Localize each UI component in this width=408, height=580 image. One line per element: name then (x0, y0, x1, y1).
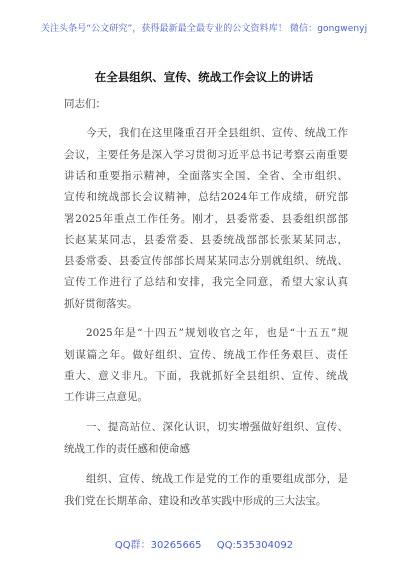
qq-number-text: QQ:535304092 (216, 540, 294, 551)
paragraph-line: 我们党在长期革命、建设和改革实践中形成的三大法宝。 (64, 495, 327, 507)
paragraph-line: 宣传工作进行了总结和安排，我完全同意，希望大家认真 (64, 276, 348, 288)
paragraph-line: 县委常委、县委宣传部部长周某某同志分别就组织、统战、 (64, 255, 348, 267)
paragraph-line: 工作讲三点意见。 (64, 391, 148, 403)
footer-contact (0, 536, 408, 551)
section-heading-line: 统战工作的责任感和使命感 (64, 443, 190, 455)
qq-group-text: QQ群：30265665 (114, 540, 202, 551)
salutation: 同志们： (64, 98, 106, 110)
section-heading-line: 一、提高站位、深化认识，切实增强做好组织、宣传、 (86, 421, 348, 433)
paragraph-line: 抓好贯彻落实。 (64, 298, 138, 310)
paragraph-line: 宣传和统战部长会议精神，总结2024年工作成绩，研究部 (64, 191, 348, 203)
paragraph-line: 重大、意义非凡。下面，我就抓好全县组织、宣传、统战 (64, 370, 348, 382)
paragraph-line: 2025年是“十四五”规划收官之年，也是“十五五”规 (86, 327, 348, 339)
paragraph-line: 署2025年重点工作任务。刚才，县委常委、县委组织部部 (64, 213, 348, 225)
paragraph-line: 组织、宣传、统战工作是党的工作的重要组成部分，是 (86, 473, 348, 485)
paragraph-line: 划谋篇之年。做好组织、宣传、统战工作任务艰巨、责任 (64, 349, 348, 361)
header-banner: 关注头条号“公文研究”，获得最新最全最专业的公文资料库！ 微信：gongwenyj (40, 24, 368, 34)
paragraph-line: 会议，主要任务是深入学习贯彻习近平总书记考察云南重要 (64, 149, 348, 161)
paragraph-line: 长赵某某同志，县委常委、县委统战部部长张某某同志， (64, 234, 348, 246)
document-title: 在全县组织、宣传、统战工作会议上的讲话 (94, 70, 314, 84)
paragraph-line: 今天，我们在这里隆重召开全县组织、宣传、统战工作 (86, 127, 348, 139)
paragraph-line: 讲话和重要指示精神，全面落实全国、全省、全市组织、 (64, 170, 348, 182)
